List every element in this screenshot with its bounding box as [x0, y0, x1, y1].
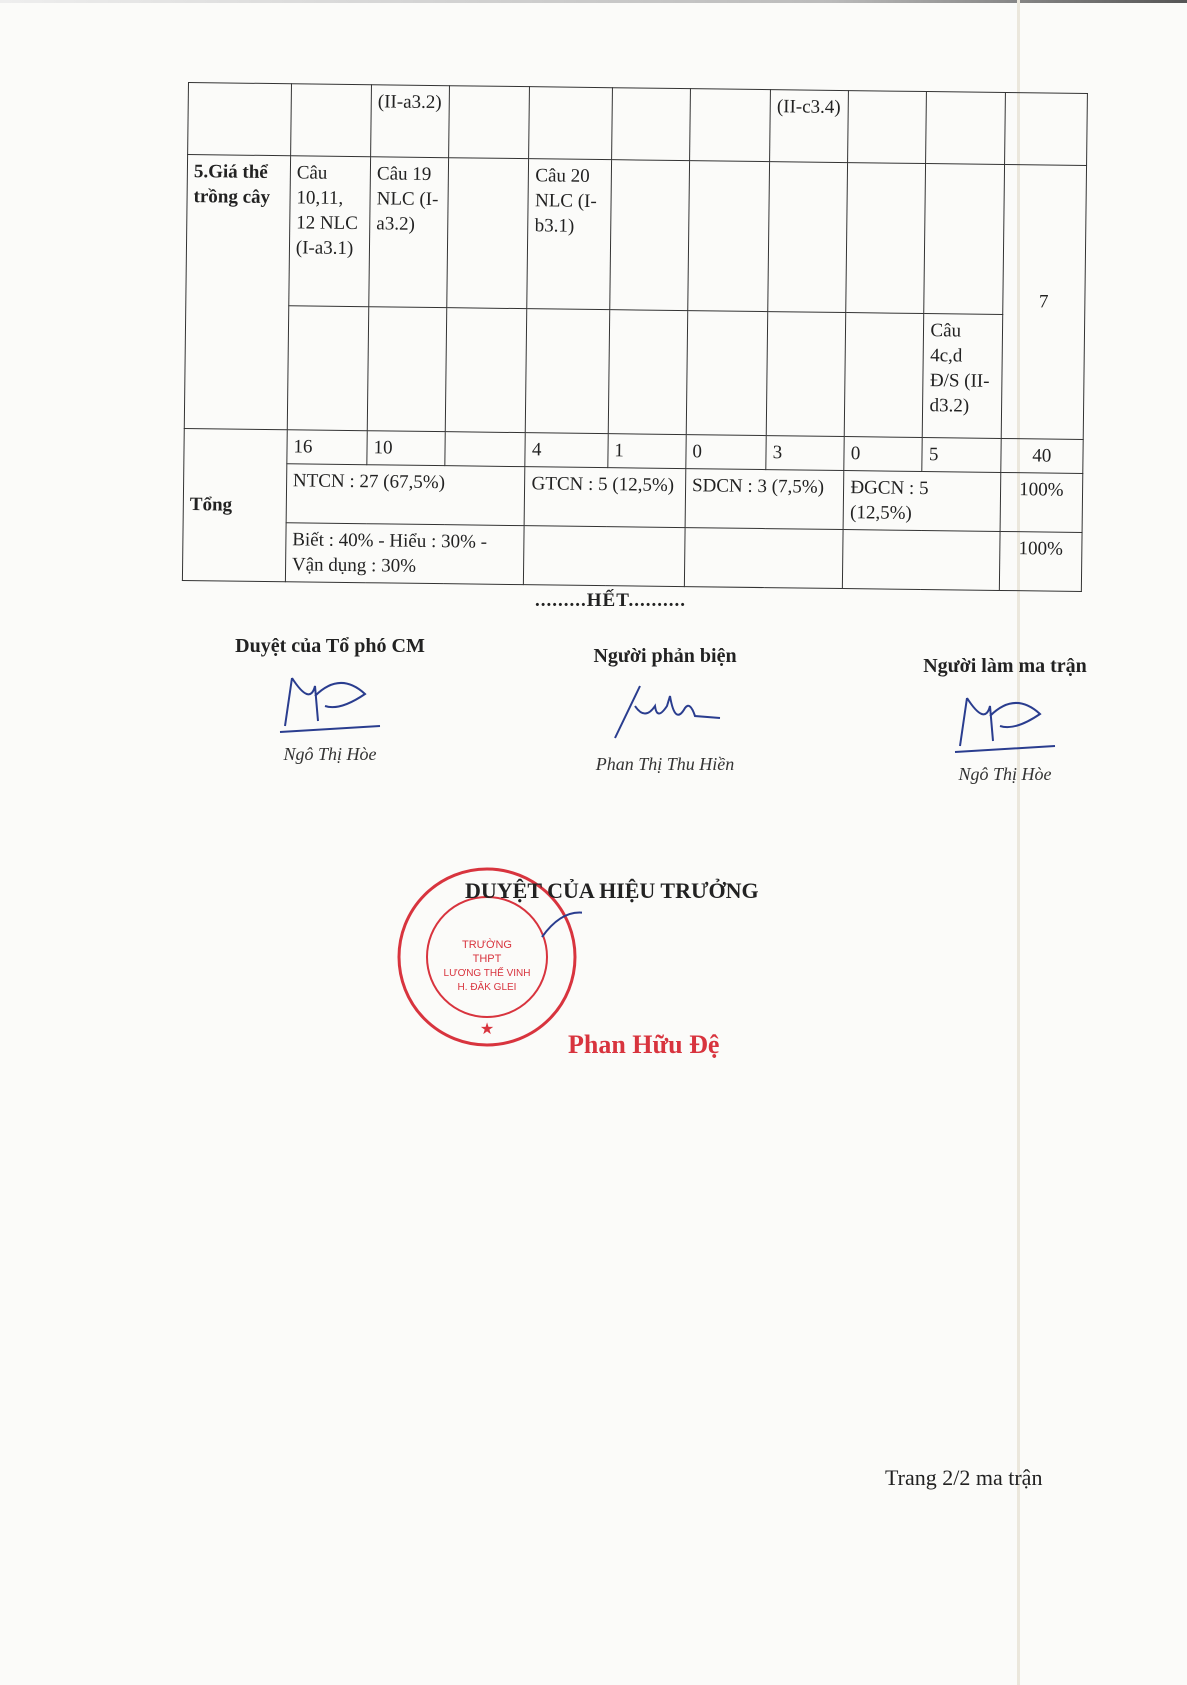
count-cell: 1	[608, 434, 687, 469]
svg-text:★: ★	[479, 1021, 495, 1038]
group-cell: SDCN : 3 (7,5%)	[685, 469, 844, 530]
group-cell: ĐGCN : 5 (12,5%)	[843, 471, 1000, 532]
svg-text:THPT: THPT	[472, 953, 502, 965]
table-row	[183, 462, 1083, 532]
count-cell: 0	[686, 435, 767, 470]
table-row	[186, 155, 1087, 316]
table-cell: Câu 4c,d Đ/S (II-d3.2)	[923, 314, 1003, 439]
matrix-table	[182, 82, 1088, 592]
total-label: Tổng	[182, 428, 287, 581]
handwritten-signature-icon	[270, 666, 390, 736]
signature-name: Ngô Thị Hòe	[958, 764, 1052, 784]
group-cell: NTCN : 27 (67,5%)	[286, 464, 525, 526]
principal-title: DUYỆT CỦA HIỆU TRƯỞNG	[465, 878, 759, 903]
handwritten-signature-icon	[595, 676, 735, 746]
scan-top-edge	[0, 0, 1187, 3]
svg-text:TRƯỜNG: TRƯỜNG	[462, 939, 512, 951]
levels-cell: Biết : 40% - Hiểu : 30% - Vận dụng : 30%	[285, 523, 524, 585]
percent-cell: 100%	[1000, 472, 1083, 532]
signature-block	[540, 645, 790, 775]
table-row	[182, 521, 1082, 591]
topic-total: 7	[1001, 164, 1087, 439]
table-cell: Câu 19 NLC (I-a3.2)	[369, 157, 449, 308]
count-cell: 0	[844, 437, 923, 472]
table-cell: (II-a3.2)	[371, 85, 450, 158]
count-cell: 40	[1000, 438, 1083, 473]
group-cell: GTCN : 5 (12,5%)	[525, 467, 686, 528]
count-cell: 10	[367, 431, 446, 466]
count-cell: 16	[287, 430, 368, 465]
signature-title: Duyệt của Tổ phó CM	[235, 635, 425, 657]
svg-text:H. ĐĂK GLEI: H. ĐĂK GLEI	[457, 982, 517, 993]
signature-name: Ngô Thị Hòe	[283, 744, 377, 764]
table-cell: (II-c3.4)	[770, 90, 849, 163]
svg-text:LƯƠNG THẾ VINH: LƯƠNG THẾ VINH	[443, 968, 531, 979]
signature-title: Người phản biện	[593, 645, 737, 667]
table-cell: Câu 10,11, 12 NLC (I-a3.1)	[289, 156, 371, 307]
handwritten-signature-icon	[945, 686, 1065, 756]
table-row	[188, 83, 1088, 166]
signature-block	[880, 655, 1130, 785]
signature-title: Người làm ma trận	[923, 655, 1087, 677]
table-cell: Câu 20 NLC (I-b3.1)	[527, 159, 611, 310]
end-mark: .........HẾT..........	[535, 590, 686, 611]
table-row	[184, 304, 1084, 439]
signature-name: Phan Thị Thu Hiền	[595, 754, 735, 774]
count-cell: 3	[766, 436, 845, 471]
percent-cell: 100%	[999, 531, 1082, 591]
signature-block	[210, 635, 450, 765]
page-footer: Trang 2/2 ma trận	[885, 1465, 1043, 1490]
topic-label: 5.Giá thể trồng cây	[184, 155, 290, 430]
count-cell: 5	[922, 438, 1001, 473]
count-cell: 4	[525, 433, 608, 468]
principal-name: Phan Hữu Đệ	[568, 1030, 720, 1059]
